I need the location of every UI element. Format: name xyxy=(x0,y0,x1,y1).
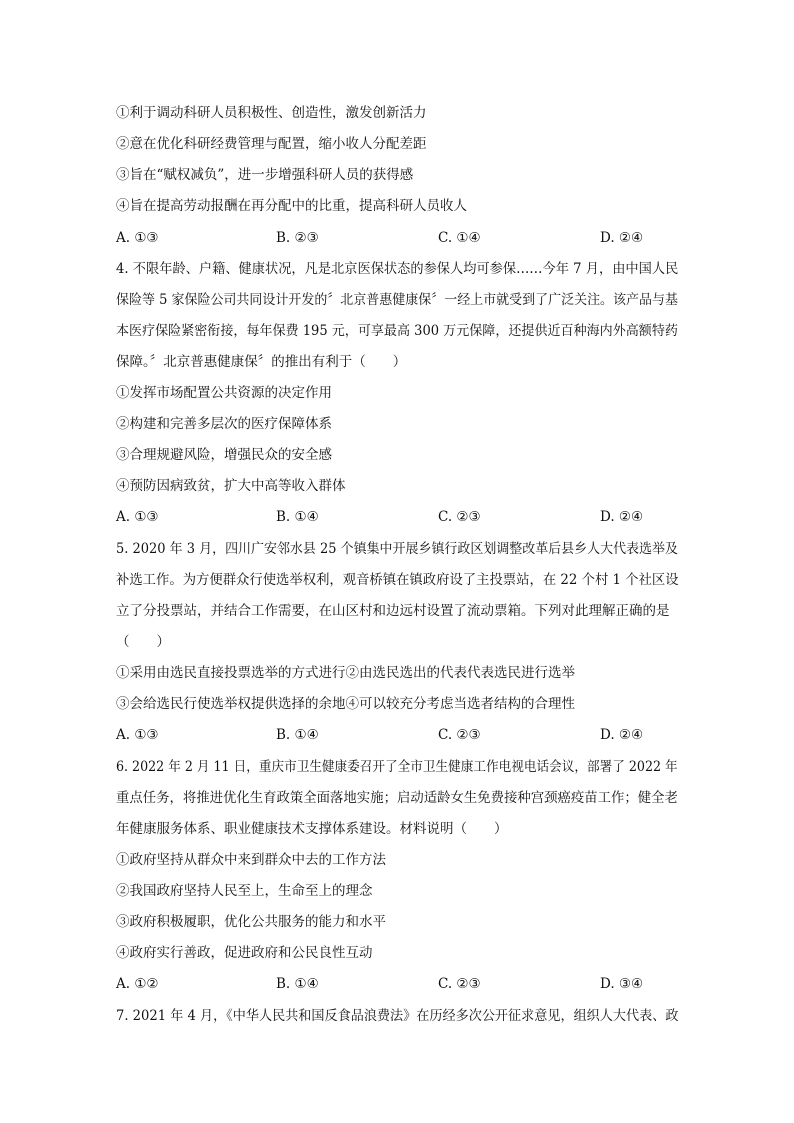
q6-option-c: C. ②③ xyxy=(438,976,481,992)
q5-options xyxy=(116,726,676,744)
q3-options xyxy=(116,229,676,247)
q5-option-a: A. ①③ xyxy=(116,727,159,743)
q6-option-b: B. ①④ xyxy=(276,976,319,992)
q7-stem-line-1: 7. 2021 年 4 月，《中华人民共和国反食品浪费法》在历经多次公开征求意见，组织人大代表、政 xyxy=(116,1008,679,1024)
q4-item-4: ④预防因病致贫，扩大中高等收入群体 xyxy=(116,478,346,494)
q4-option-a: A. ①③ xyxy=(116,509,159,525)
q6-options xyxy=(116,975,676,993)
q5-stem-line-3: 立了分投票站，并结合工作需要，在山区村和边远村设置了流动票箱。下列对此理解正确的是 xyxy=(116,603,670,619)
q5-option-d: D. ②④ xyxy=(600,727,644,743)
q6-option-a: A. ①② xyxy=(116,976,159,992)
q6-stem-line-3: 年健康服务体系、职业健康技术支撑体系建设。材料说明（ ） xyxy=(116,821,508,837)
q4-item-2: ②构建和完善多层次的医疗保障体系 xyxy=(116,416,332,432)
q5-item-1: ①采用由选民直接投票选举的方式进行②由选民选出的代表代表选民进行选举 xyxy=(116,665,575,681)
q3-option-d: D. ②④ xyxy=(600,230,644,246)
q4-option-c: C. ②③ xyxy=(438,509,481,525)
q6-option-d: D. ③④ xyxy=(600,976,644,992)
q5-stem-line-2: 补选工作。为方便群众行使选举权利，观音桥镇在镇政府设了主投票站，在 22 个村 1 个社区设 xyxy=(116,572,679,588)
q6-stem-line-2: 重点任务，将推进优化生育政策全面落地实施；启动适龄女生免费接种宫颈癌疫苗工作；健全老 xyxy=(116,790,678,806)
q3-option-c: C. ①④ xyxy=(438,230,481,246)
q6-item-3: ③政府积极履职，优化公共服务的能力和水平 xyxy=(116,914,386,930)
q4-item-3: ③合理规避风险，增强民众的安全感 xyxy=(116,447,332,463)
q4-option-b: B. ①④ xyxy=(276,509,319,525)
q3-option-b: B. ②③ xyxy=(276,230,319,246)
q5-stem-line-1: 5. 2020 年 3 月，四川广安邻水县 25 个镇集中开展乡镇行政区划调整改革后县乡人大代表选举及 xyxy=(116,541,678,557)
q6-item-2: ②我国政府坚持人民至上，生命至上的理念 xyxy=(116,883,373,899)
q3-item-2: ②意在优化科研经费管理与配置，缩小收人分配差距 xyxy=(116,136,427,152)
q4-item-1: ①发挥市场配置公共资源的决定作用 xyxy=(116,385,332,401)
q6-item-4: ④政府实行善政，促进政府和公民良性互动 xyxy=(116,945,373,961)
q3-item-4: ④旨在提高劳动报酬在再分配中的比重，提高科研人员收人 xyxy=(116,198,467,214)
q5-option-c: C. ②③ xyxy=(438,727,481,743)
q5-stem-line-4: （ ） xyxy=(116,634,170,650)
q4-stem-line-3: 本医疗保险紧密衔接，每年保费 195 元，可享最高 300 万元保障，还提供近百种海内外高额特药 xyxy=(116,323,678,339)
q6-item-1: ①政府坚持从群众中来到群众中去的工作方法 xyxy=(116,852,386,868)
q5-item-2: ③会给选民行使选举权提供选择的余地④可以较充分考虑当选者结构的合理性 xyxy=(116,696,575,712)
q5-option-b: B. ①④ xyxy=(276,727,319,743)
q4-option-d: D. ②④ xyxy=(600,509,644,525)
q3-option-a: A. ①③ xyxy=(116,230,159,246)
q3-item-1: ①利于调动科研人员积极性、创造性，激发创新活力 xyxy=(116,105,427,121)
q4-options xyxy=(116,508,676,526)
q4-stem-line-4: 保障。〞北京普惠健康保〞的推出有利于（ ） xyxy=(116,354,407,370)
q3-item-3: ③旨在“赋权减负”，进一步增强科研人员的获得感 xyxy=(116,167,414,183)
q4-stem-line-1: 4. 不限年龄、户籍、健康状况，凡是北京医保状态的参保人均可参保……今年 7 月，由中国人民 xyxy=(116,261,679,277)
q4-stem-line-2: 保险等 5 家保险公司共同设计开发的〞北京普惠健康保〞一经上市就受到了广泛关注。该产品与基 xyxy=(116,292,678,308)
q6-stem-line-1: 6. 2022 年 2 月 11 日，重庆市卫生健康委召开了全市卫生健康工作电视电话会议，部署了 2022 年 xyxy=(116,759,678,775)
